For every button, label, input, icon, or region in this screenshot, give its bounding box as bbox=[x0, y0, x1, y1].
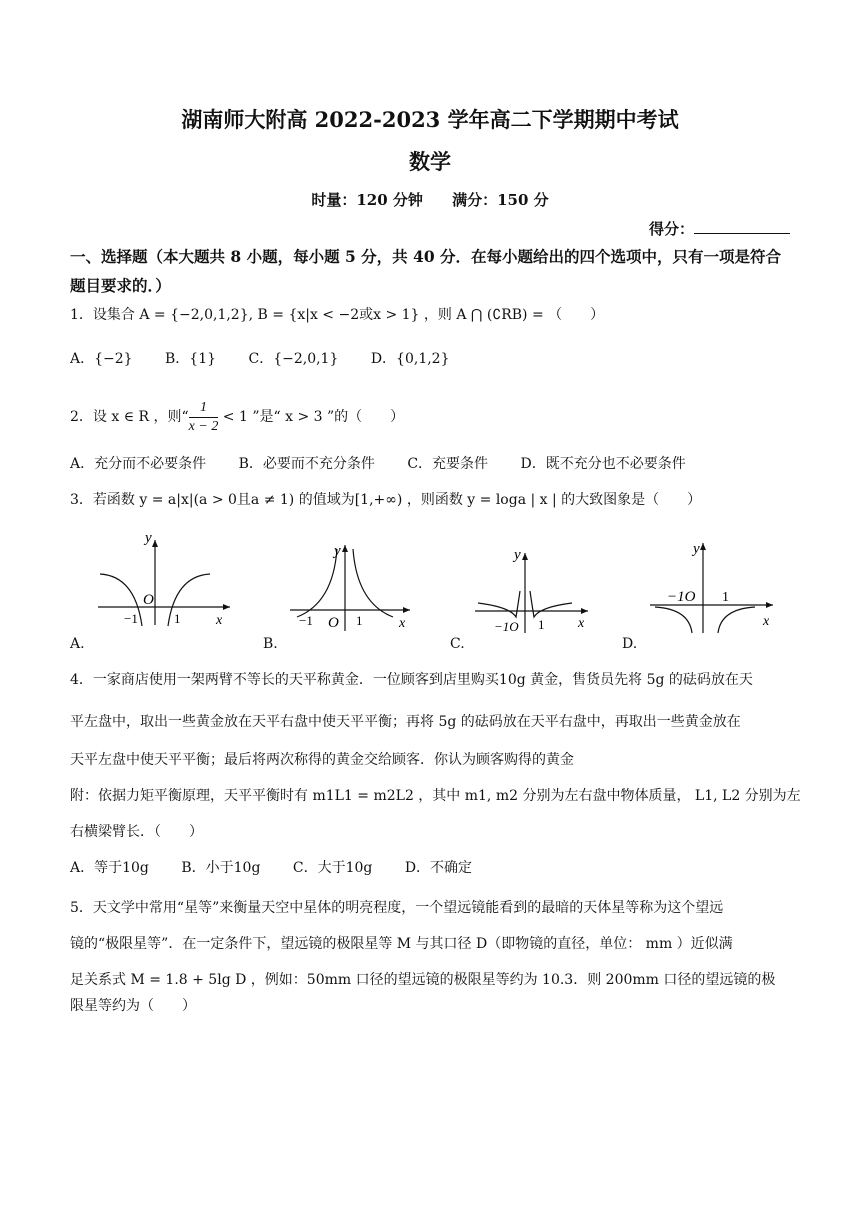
q5-line-1: 5．天文学中常用“星等”来衡量天空中星体的明亮程度，一个望远镜能看到的最暗的天体星等称为这个望远 bbox=[70, 900, 724, 916]
subject-title: 数学 bbox=[409, 149, 451, 174]
score-label: 得分： bbox=[648, 220, 694, 238]
q4-option-b: B．小于10g bbox=[181, 860, 261, 876]
graph-b bbox=[285, 535, 415, 635]
graph-c-one: 1 bbox=[538, 617, 545, 632]
graph-a-one: 1 bbox=[174, 611, 181, 626]
graph-b-one: 1 bbox=[356, 613, 363, 628]
q2-post: < 1 ”是“ x > 3 ”的（ ） bbox=[218, 409, 405, 425]
graph-b-neg-one: −1 bbox=[299, 613, 313, 628]
graph-c bbox=[470, 545, 595, 635]
time-limit: 时量：120 分钟 bbox=[311, 191, 423, 209]
q3-stem: 3．若函数 y = a|x|(a > 0且a ≠ 1) 的值域为[1,+∞) ，则函数 y = loga | x | 的大致图象是（ ） bbox=[70, 492, 702, 508]
q1-option-d: D．{0,1,2} bbox=[370, 351, 450, 367]
graph-d-neg-one-o: −1O bbox=[667, 589, 696, 605]
graph-d-label: D. bbox=[622, 636, 638, 652]
q2-option-b: B．必要而不充分条件 bbox=[238, 456, 375, 472]
q5-line-3: 足关系式 M = 1.8 + 5lg D ，例如：50mm 口径的望远镜的极限星等约为 10.3．则 200mm 口径的望远镜的极 bbox=[70, 972, 776, 988]
q5-line-4: 限星等约为（ ） bbox=[70, 998, 196, 1014]
graph-c-label: C. bbox=[450, 636, 465, 652]
graph-d-x: x bbox=[763, 614, 770, 629]
graph-b-origin: O bbox=[328, 615, 339, 631]
graph-b-label: B. bbox=[263, 636, 278, 652]
q2-fraction-num: 1 bbox=[189, 399, 219, 418]
section-heading: 一、选择题（本大题共 8 小题，每小题 5 分，共 40 分．在每小题给出的四个选项中，只有一项是符合题目要求的．） bbox=[70, 247, 782, 295]
graph-d-y: y bbox=[693, 541, 700, 557]
q2-option-a: A．充分而不必要条件 bbox=[70, 456, 207, 472]
q1-option-c: C．{−2,0,1} bbox=[248, 351, 339, 367]
graph-b-x: x bbox=[399, 616, 406, 631]
graph-a-x: x bbox=[216, 613, 223, 628]
score-blank bbox=[694, 219, 790, 234]
q4-line-5: 右横梁臂长．（ ） bbox=[70, 824, 203, 840]
q4-option-d: D．不确定 bbox=[404, 860, 473, 876]
graph-c-y: y bbox=[514, 547, 521, 563]
q2-fraction-den: x − 2 bbox=[188, 418, 219, 434]
q4-option-c: C．大于10g bbox=[292, 860, 373, 876]
q2-option-c: C．充要条件 bbox=[407, 456, 489, 472]
q4-option-a: A．等于10g bbox=[70, 860, 149, 876]
graph-c-x: x bbox=[578, 616, 585, 631]
graph-b-y: y bbox=[334, 543, 341, 559]
q4-options bbox=[70, 858, 794, 878]
graph-a-y: y bbox=[145, 530, 152, 546]
graph-d bbox=[645, 535, 780, 635]
q1-stem: 1．设集合 A = {−2,0,1,2}, B = {x|x < −2或x > 1} ，则 A ⋂ (∁RB) = （ ） bbox=[70, 307, 605, 323]
q2-options bbox=[70, 454, 794, 474]
graph-a bbox=[90, 530, 235, 630]
q2-option-d: D．既不充分也不必要条件 bbox=[520, 456, 686, 472]
q2-fraction bbox=[189, 399, 219, 436]
q5-line-2: 镜的“极限星等”．在一定条件下，望远镜的极限星等 M 与其口径 D（即物镜的直径，单位： mm ）近似满 bbox=[70, 936, 733, 952]
exam-title: 湖南师大附高 2022-2023 学年高二下学期期中考试 bbox=[181, 107, 679, 132]
q1-option-b: B．{1} bbox=[165, 351, 217, 367]
q2-stem bbox=[70, 398, 794, 436]
full-score: 满分：150 分 bbox=[452, 191, 549, 209]
q1-options bbox=[70, 349, 794, 369]
score-field bbox=[649, 218, 790, 239]
q4-line-3: 天平左盘中使天平平衡；最后将两次称得的黄金交给顾客．你认为顾客购得的黄金 bbox=[70, 752, 574, 768]
q4-line-1: 4．一家商店使用一架两臂不等长的天平称黄金．一位顾客到店里购买10g 黄金，售货员先将 5g 的砝码放在天 bbox=[70, 672, 753, 688]
graph-a-origin: O bbox=[143, 592, 154, 608]
q4-line-4: 附：依据力矩平衡原理，天平平衡时有 m1L1 = m2L2 ，其中 m1, m2 分别为左右盘中物体质量， L1, L2 分别为左 bbox=[70, 788, 801, 804]
q1-option-a: A．{−2} bbox=[70, 351, 133, 367]
graph-a-neg-one: −1 bbox=[124, 611, 138, 626]
exam-info bbox=[0, 189, 860, 210]
q4-line-2: 平左盘中，取出一些黄金放在天平右盘中使天平平衡；再将 5g 的砝码放在天平右盘中，再取出一些黄金放在 bbox=[70, 714, 741, 730]
graph-a-label: A. bbox=[70, 636, 85, 652]
q2-pre: 2．设 x ∈ R ，则“ bbox=[70, 409, 189, 425]
graph-d-one: 1 bbox=[722, 590, 729, 605]
graph-c-neg-one-o: −1O bbox=[494, 619, 519, 634]
